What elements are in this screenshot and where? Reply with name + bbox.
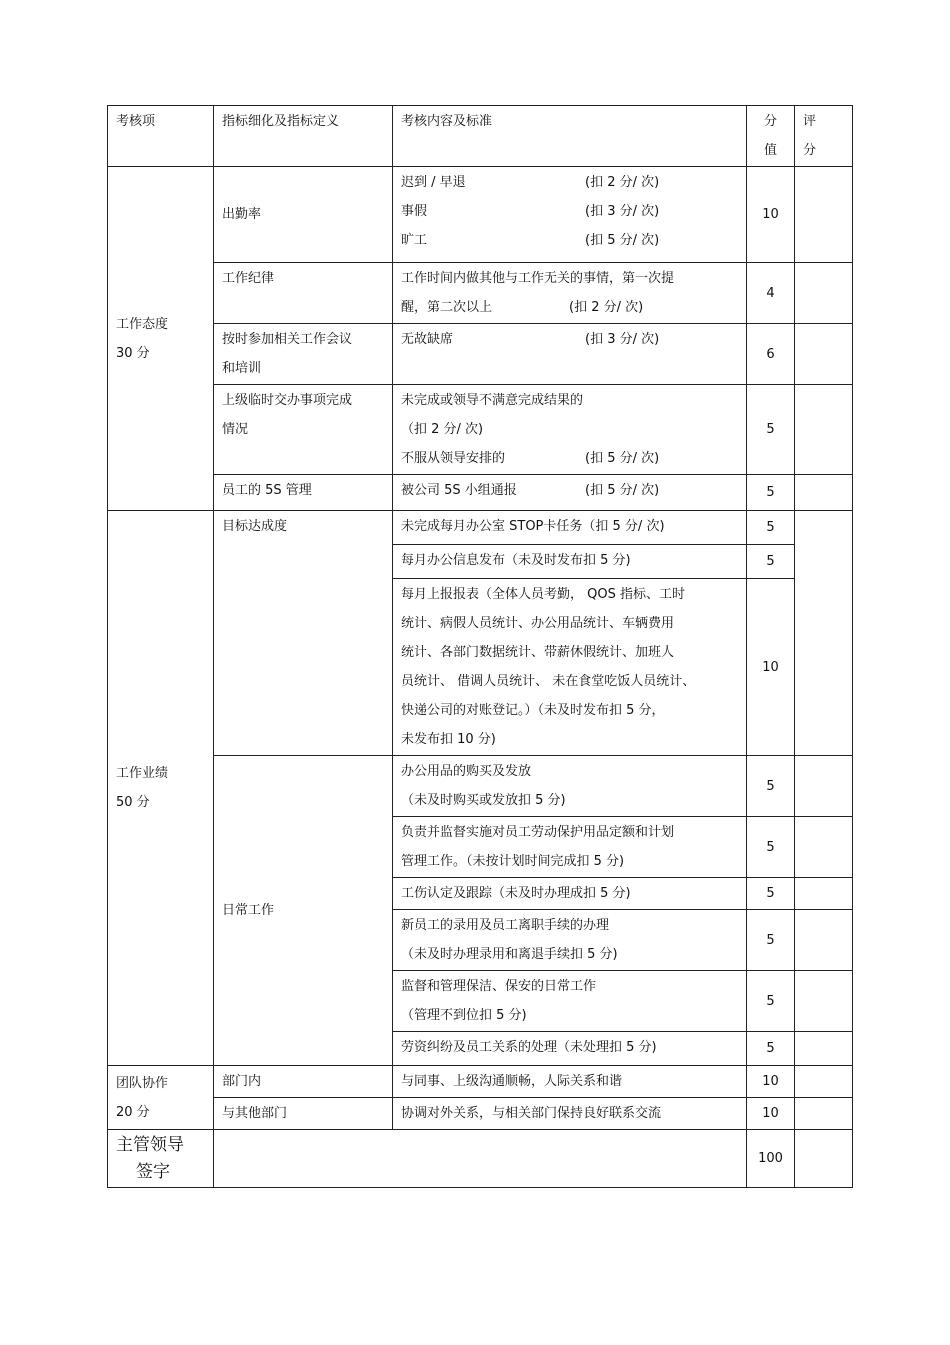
eval-cell — [795, 167, 853, 263]
header-score: 分 值 — [747, 106, 795, 167]
score-cell: 5 — [747, 910, 795, 971]
score-cell: 5 — [747, 817, 795, 878]
table-row — [108, 324, 853, 385]
eval-cell — [795, 475, 853, 511]
score-cell: 5 — [747, 1032, 795, 1066]
eval-cell — [795, 324, 853, 385]
indicator-daily: 日常工作 — [214, 756, 393, 1066]
table-row — [108, 756, 853, 817]
indicator-meeting: 按时参加相关工作会议 和培训 — [214, 324, 393, 385]
signature-label: 主管领导 签字 — [108, 1130, 214, 1188]
content-goal-2: 每月办公信息发布（未及时发布扣 5 分) — [393, 545, 747, 579]
category-team: 团队协作 20 分 — [108, 1066, 214, 1130]
table-row — [108, 511, 853, 545]
assessment-table — [107, 105, 853, 1188]
indicator-5s: 员工的 5S 管理 — [214, 475, 393, 511]
table-row — [108, 167, 853, 263]
score-cell: 5 — [747, 878, 795, 910]
category-performance: 工作业绩 50 分 — [108, 511, 214, 1066]
eval-cell — [795, 817, 853, 878]
score-cell: 6 — [747, 324, 795, 385]
header-item: 考核项 — [108, 106, 214, 167]
indicator-attendance: 出勤率 — [214, 167, 393, 263]
content-daily-5: 监督和管理保洁、保安的日常工作 （管理不到位扣 5 分) — [393, 971, 747, 1032]
eval-cell — [795, 1098, 853, 1130]
content-goal-3: 每月上报报表（全体人员考勤， QOS 指标、工时 统计、病假人员统计、办公用品统计、车辆费用 统计、各部门数据统计、带薪休假统计、加班人 员统计、 借调人员统计、 未在食堂吃饭人员统计、 快递公司的对账登记。）（未及时发布扣 5 分， 未发布扣 10 分) — [393, 579, 747, 756]
indicator-goal: 目标达成度 — [214, 511, 393, 756]
eval-cell — [795, 910, 853, 971]
score-cell: 10 — [747, 167, 795, 263]
score-cell: 5 — [747, 511, 795, 545]
indicator-temp-tasks: 上级临时交办事项完成 情况 — [214, 385, 393, 475]
signature-row — [108, 1130, 853, 1188]
eval-cell — [795, 756, 853, 817]
content-meeting: 无故缺席 (扣 3 分/ 次) — [393, 324, 747, 385]
header-row — [108, 106, 853, 167]
content-attendance: 迟到 / 早退 (扣 2 分/ 次) 事假 (扣 3 分/ 次) 旷工 (扣 5 分/ 次) — [393, 167, 747, 263]
content-team-external: 协调对外关系，与相关部门保持良好联系交流 — [393, 1098, 747, 1130]
eval-cell — [795, 1130, 853, 1188]
content-daily-6: 劳资纠纷及员工关系的处理（未处理扣 5 分) — [393, 1032, 747, 1066]
header-eval: 评 分 — [795, 106, 853, 167]
indicator-team-internal: 部门内 — [214, 1066, 393, 1098]
indicator-discipline: 工作纪律 — [214, 263, 393, 324]
table-row — [108, 263, 853, 324]
total-score: 100 — [747, 1130, 795, 1188]
content-goal-1: 未完成每月办公室 STOP卡任务（扣 5 分/ 次) — [393, 511, 747, 545]
content-daily-1: 办公用品的购买及发放 （未及时购买或发放扣 5 分) — [393, 756, 747, 817]
eval-cell — [795, 511, 853, 756]
eval-cell — [795, 878, 853, 910]
content-discipline: 工作时间内做其他与工作无关的事情，第一次提 醒，第二次以上 (扣 2 分/ 次) — [393, 263, 747, 324]
table-row — [108, 475, 853, 511]
score-cell: 5 — [747, 971, 795, 1032]
eval-cell — [795, 1066, 853, 1098]
eval-cell — [795, 971, 853, 1032]
eval-cell — [795, 1032, 853, 1066]
score-cell: 4 — [747, 263, 795, 324]
content-temp-tasks: 未完成或领导不满意完成结果的 （扣 2 分/ 次) 不服从领导安排的 (扣 5 分/ 次) — [393, 385, 747, 475]
score-cell: 5 — [747, 385, 795, 475]
eval-cell — [795, 385, 853, 475]
header-indicator: 指标细化及指标定义 — [214, 106, 393, 167]
content-5s: 被公司 5S 小组通报 (扣 5 分/ 次) — [393, 475, 747, 511]
content-daily-4: 新员工的录用及员工离职手续的办理 （未及时办理录用和离退手续扣 5 分) — [393, 910, 747, 971]
score-cell: 5 — [747, 475, 795, 511]
header-content: 考核内容及标准 — [393, 106, 747, 167]
content-daily-2: 负责并监督实施对员工劳动保护用品定额和计划 管理工作。（未按计划时间完成扣 5 分) — [393, 817, 747, 878]
table-row — [108, 1066, 853, 1098]
category-attitude: 工作态度 30 分 — [108, 167, 214, 511]
signature-field[interactable] — [214, 1130, 747, 1188]
table-row — [108, 1098, 853, 1130]
indicator-team-external: 与其他部门 — [214, 1098, 393, 1130]
content-daily-3: 工伤认定及跟踪（未及时办理成扣 5 分) — [393, 878, 747, 910]
score-cell: 5 — [747, 756, 795, 817]
table-row — [108, 385, 853, 475]
eval-cell — [795, 263, 853, 324]
score-cell: 10 — [747, 1066, 795, 1098]
score-cell: 5 — [747, 545, 795, 579]
score-cell: 10 — [747, 579, 795, 756]
score-cell: 10 — [747, 1098, 795, 1130]
content-team-internal: 与同事、上级沟通顺畅，人际关系和谐 — [393, 1066, 747, 1098]
